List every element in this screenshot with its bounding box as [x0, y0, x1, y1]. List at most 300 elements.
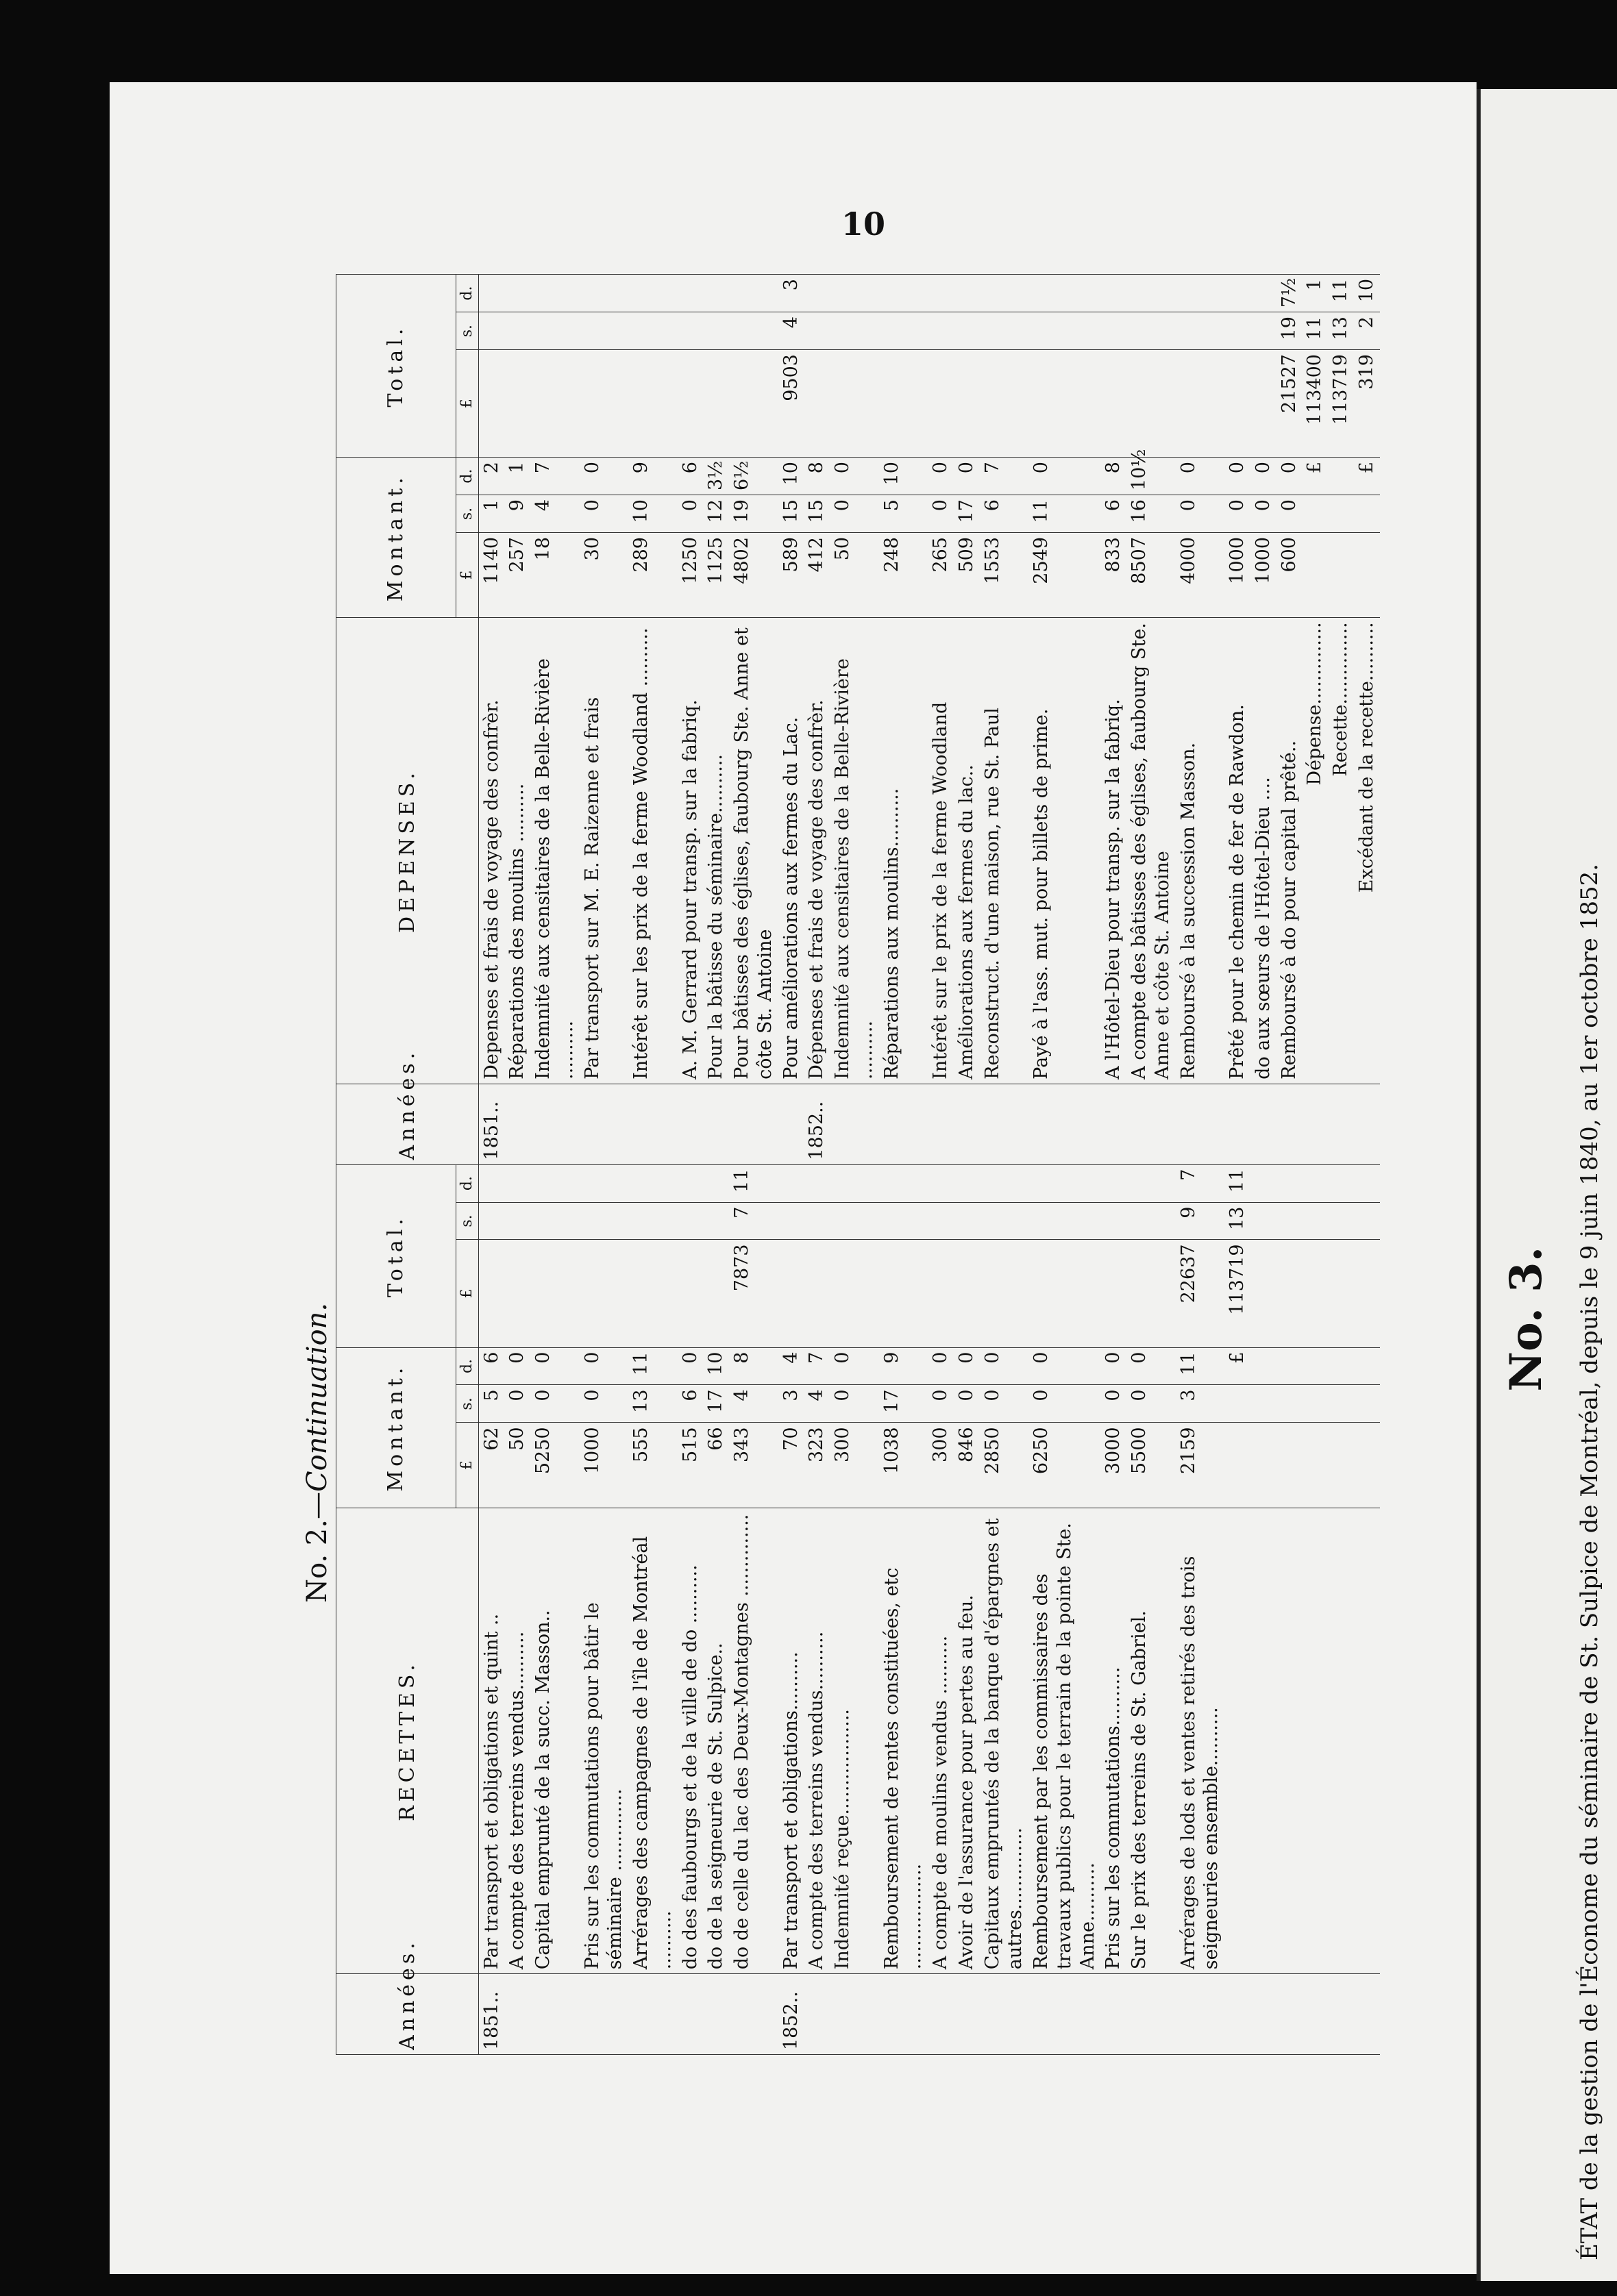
depenses-amount-pounds: 265: [928, 533, 954, 618]
ledger-row: [1276, 275, 1303, 2055]
depenses-year: [1354, 1084, 1380, 1164]
empty-cell: [1302, 1164, 1328, 1202]
ledger-row: [1328, 275, 1354, 2055]
depenses-total-pounds: 9503: [778, 350, 804, 458]
depenses-item: Prêté pour le chemin de fer de Rawdon.: [1224, 618, 1250, 1084]
recettes-montant-pounds: £: [456, 1423, 479, 1508]
depenses-amount-pounds: 289: [628, 533, 678, 618]
recettes-total-pence: [954, 1164, 980, 1202]
depenses-year: [729, 1084, 778, 1164]
recettes-amount-shillings: 0: [1028, 1385, 1100, 1423]
depenses-item: Intérêt sur le prix de la ferme Woodland: [928, 618, 954, 1084]
depenses-summary-shillings: 13: [1328, 312, 1354, 350]
recettes-item: Sur le prix des terreins de St. Gabriel.: [1126, 1508, 1176, 1974]
recettes-total-pounds: 22637: [1176, 1240, 1225, 1347]
recettes-amount-pounds: 62: [478, 1423, 504, 1508]
depenses-total-shillings: [1028, 312, 1100, 350]
depenses-total-pounds: [954, 350, 980, 458]
ledger-row: [954, 275, 980, 2055]
depenses-item: Par transport sur M. E. Raizenne et frais: [580, 618, 629, 1084]
depenses-amount-pounds: [1328, 533, 1354, 618]
recettes-year: 1852..: [778, 1974, 804, 2055]
recettes-total-shillings: [1028, 1202, 1100, 1240]
depenses-amount-shillings: [1328, 495, 1354, 533]
depenses-amount-pence: 0: [954, 458, 980, 495]
table-title-number: No. 2.—: [301, 1492, 333, 1603]
empty-cell: [1250, 1508, 1276, 1974]
recettes-item: Arrérages de lods et ventes retirés des trois seigneuries ensemble..........: [1176, 1508, 1225, 1974]
recettes-item: Arrérages des campagnes de l'île de Montréal ..........: [628, 1508, 678, 1974]
depenses-total-pounds: [804, 350, 830, 458]
depenses-amount-pence: 6½: [729, 458, 778, 495]
depenses-amount-shillings: 0: [928, 495, 954, 533]
depenses-total-pounds: [703, 350, 729, 458]
recettes-item: A compte des terreins vendus..........: [504, 1508, 530, 1974]
ledger-row: [778, 275, 804, 2055]
depenses-amount-shillings: 1: [478, 495, 504, 533]
depenses-total-pounds: [478, 350, 504, 458]
recettes-amount-shillings: 0: [980, 1385, 1029, 1423]
recettes-total-pounds: [1028, 1240, 1100, 1347]
recettes-amount-shillings: 5: [478, 1385, 504, 1423]
depenses-total-pence: [628, 275, 678, 312]
depenses-amount-pence: 3½: [703, 458, 729, 495]
recettes-year: [628, 1974, 678, 2055]
depenses-item: Remboursé à la succession Masson.: [1176, 618, 1225, 1084]
recettes-amount-pence: 0: [954, 1347, 980, 1385]
depenses-amount-pence: 10: [879, 458, 928, 495]
empty-cell: [1302, 1347, 1328, 1385]
ledger-table-wrap: [336, 274, 1425, 2055]
recettes-amount-shillings: 0: [928, 1385, 954, 1423]
depenses-amount-pounds: 4802: [729, 533, 778, 618]
depenses-total-shillings: [928, 312, 954, 350]
depenses-summary-mark: £: [1354, 458, 1380, 495]
depenses-total-pence: d.: [456, 275, 479, 312]
depenses-amount-shillings: 6: [980, 495, 1029, 533]
recettes-amount-pounds: 50: [504, 1423, 530, 1508]
depenses-amount-shillings: 6: [1100, 495, 1126, 533]
depenses-total-pounds: [580, 350, 629, 458]
depenses-amount-pounds: 1000: [1250, 533, 1276, 618]
depenses-amount-pence: 6: [678, 458, 704, 495]
recettes-year: [954, 1974, 980, 2055]
depenses-total-pounds: [1224, 350, 1250, 458]
depenses-amount-shillings: 0: [830, 495, 879, 533]
recettes-amount-pence: 0: [980, 1347, 1029, 1385]
depenses-amount-shillings: 16: [1126, 495, 1176, 533]
recettes-total-pence: [678, 1164, 704, 1202]
ledger-row: [729, 275, 778, 2055]
recettes-total-pence: [580, 1164, 629, 1202]
recettes-year: [980, 1974, 1029, 2055]
depenses-amount-shillings: 0: [678, 495, 704, 533]
recettes-grand-total-pence: 11: [1224, 1164, 1250, 1202]
depenses-total-pounds: [1028, 350, 1100, 458]
recettes-amount-pounds: 6250: [1028, 1423, 1100, 1508]
recettes-grand-total-mark: £: [1224, 1347, 1250, 1385]
recettes-amount-pounds: 300: [830, 1423, 879, 1508]
depenses-item: A. M. Gerrard pour transp. sur la fabriq.: [678, 618, 704, 1084]
recettes-amount-pence: 0: [580, 1347, 629, 1385]
recettes-amount-pence: 0: [678, 1347, 704, 1385]
depenses-amount-pounds: 1553: [980, 533, 1029, 618]
ledger-row: [1250, 275, 1276, 2055]
depenses-amount-pence: 10: [778, 458, 804, 495]
depenses-summary-pence: 10: [1354, 275, 1380, 312]
recettes-total-pounds: [530, 1240, 580, 1347]
depenses-total-shillings: [729, 312, 778, 350]
empty-cell: [1302, 1385, 1328, 1423]
depenses-amount-shillings: 10: [628, 495, 678, 533]
recettes-amount-shillings: 0: [830, 1385, 879, 1423]
recettes-amount-shillings: 13: [628, 1385, 678, 1423]
depenses-total-shillings: [879, 312, 928, 350]
recettes-amount-pounds: 1000: [580, 1423, 629, 1508]
recettes-amount-shillings: 0: [580, 1385, 629, 1423]
recettes-amount-shillings: 4: [729, 1385, 778, 1423]
recettes-total-pounds: [980, 1240, 1029, 1347]
depenses-total-shillings: [580, 312, 629, 350]
depenses-year: [954, 1084, 980, 1164]
ledger-row: [628, 275, 678, 2055]
depenses-year: [678, 1084, 704, 1164]
recettes-amount-pence: 9: [879, 1347, 928, 1385]
ledger-row: [1224, 275, 1250, 2055]
recettes-item: Capital emprunté de la succ. Masson..: [530, 1508, 580, 1974]
empty-cell: [1250, 1347, 1276, 1385]
recettes-total-shillings: s.: [456, 1202, 479, 1240]
depenses-amount-shillings: 12: [703, 495, 729, 533]
depenses-year: [830, 1084, 879, 1164]
recettes-montant-header: Montant.: [336, 1347, 456, 1508]
depenses-year: [504, 1084, 530, 1164]
depenses-total-pence: [1100, 275, 1126, 312]
recettes-amount-pence: 0: [1100, 1347, 1126, 1385]
recettes-total-pounds: [804, 1240, 830, 1347]
recettes-total-pence: [804, 1164, 830, 1202]
ledger-row: [504, 275, 530, 2055]
recettes-total-pounds: [1126, 1240, 1176, 1347]
empty-cell: [1302, 1974, 1328, 2055]
depenses-amount-pounds: [1354, 533, 1380, 618]
depenses-montant-shillings: s.: [456, 495, 479, 533]
ledger-row: [530, 275, 580, 2055]
recettes-item: do de celle du lac des Deux-Montagnes ..............: [729, 1508, 778, 1974]
empty-cell: [1354, 1240, 1380, 1347]
empty-cell: [1276, 1423, 1303, 1508]
empty-cell: [1354, 1974, 1380, 2055]
ledger-row: [580, 275, 629, 2055]
recettes-item: Par transport et obligations et quint ..: [478, 1508, 504, 1974]
depenses-total-pounds: [1176, 350, 1225, 458]
recettes-total-pence: [980, 1164, 1029, 1202]
recettes-item: Par transport et obligations..........: [778, 1508, 804, 1974]
recettes-amount-shillings: 4: [804, 1385, 830, 1423]
recettes-total-shillings: [678, 1202, 704, 1240]
recettes-total-shillings: [778, 1202, 804, 1240]
recettes-item: Remboursement par les commissaires des travaux publics pour le terrain de la pointe Ste. Anne..........: [1028, 1508, 1100, 1974]
depenses-year: [1276, 1084, 1303, 1164]
depenses-item: Indemnité aux censitaires de la Belle-Rivière ..........: [830, 618, 879, 1084]
recettes-amount-pounds: 323: [804, 1423, 830, 1508]
depenses-total-pounds: 21527: [1276, 350, 1303, 458]
empty-cell: [1328, 1423, 1354, 1508]
recettes-year: [1100, 1974, 1126, 2055]
depenses-summary-label: Excédant de la recette..........: [1354, 618, 1380, 1084]
depenses-amount-pence: 1: [504, 458, 530, 495]
recettes-year: [879, 1974, 928, 2055]
depenses-item: Réparations aux moulins..........: [879, 618, 928, 1084]
recettes-total-pounds: [678, 1240, 704, 1347]
recettes-total-pounds: [778, 1240, 804, 1347]
recettes-total-shillings: [1100, 1202, 1126, 1240]
ledger-row: [703, 275, 729, 2055]
recettes-amount-pounds: 300: [928, 1423, 954, 1508]
recettes-year: [580, 1974, 629, 2055]
empty-cell: [1302, 1508, 1328, 1974]
recettes-amount-pence: 0: [1126, 1347, 1176, 1385]
recettes-total-pounds: [478, 1240, 504, 1347]
recettes-total-pounds: £: [456, 1240, 479, 1347]
depenses-total-shillings: [954, 312, 980, 350]
recettes-amount-pounds: 3000: [1100, 1423, 1126, 1508]
depenses-amount-pence: 9: [628, 458, 678, 495]
depenses-amount-pence: 0: [1028, 458, 1100, 495]
depenses-amount-shillings: 11: [1028, 495, 1100, 533]
recettes-item: Avoir de l'assurance pour pertes au feu.: [954, 1508, 980, 1974]
depenses-annees-header: Années.: [336, 1084, 479, 1164]
depenses-total-pounds: [1126, 350, 1176, 458]
depenses-amount-shillings: 0: [1176, 495, 1225, 533]
recettes-total-shillings: [928, 1202, 954, 1240]
depenses-total-pounds: [879, 350, 928, 458]
empty-cell: [1276, 1508, 1303, 1974]
empty-cell: [1354, 1423, 1380, 1508]
recettes-amount-pounds: 555: [628, 1423, 678, 1508]
recettes-amount-pounds: 846: [954, 1423, 980, 1508]
depenses-total-pence: [530, 275, 580, 312]
depenses-total-shillings: 19: [1276, 312, 1303, 350]
depenses-summary-pence: 11: [1328, 275, 1354, 312]
depenses-summary-shillings: 11: [1302, 312, 1328, 350]
depenses-item: Intérêt sur les prix de la ferme Woodland ..........: [628, 618, 678, 1084]
recettes-total-pence: [1100, 1164, 1126, 1202]
empty-cell: [1328, 1240, 1354, 1347]
depenses-year: [628, 1084, 678, 1164]
recettes-total-shillings: [580, 1202, 629, 1240]
recettes-amount-shillings: 3: [778, 1385, 804, 1423]
depenses-year: [1224, 1084, 1250, 1164]
recettes-total-shillings: [504, 1202, 530, 1240]
empty-cell: [1354, 1508, 1380, 1974]
empty-cell: [1250, 1202, 1276, 1240]
depenses-amount-pounds: 8507: [1126, 533, 1176, 618]
depenses-total-pounds: [1100, 350, 1126, 458]
recettes-item: do de la seigneurie de St. Sulpice..: [703, 1508, 729, 1974]
depenses-amount-pence: 0: [580, 458, 629, 495]
depenses-year: 1852..: [804, 1084, 830, 1164]
depenses-total-pounds: [504, 350, 530, 458]
ledger-body: [478, 275, 1380, 2055]
depenses-amount-shillings: 0: [1224, 495, 1250, 533]
recettes-total-shillings: 7: [729, 1202, 778, 1240]
depenses-year: [1100, 1084, 1126, 1164]
depenses-total-pence: [1250, 275, 1276, 312]
recettes-item: A compte de moulins vendus ..........: [928, 1508, 954, 1974]
depenses-amount-pounds: [1302, 533, 1328, 618]
depenses-amount-pounds: 600: [1276, 533, 1303, 618]
recettes-total-pence: [879, 1164, 928, 1202]
recettes-amount-pounds: 66: [703, 1423, 729, 1508]
recettes-grand-total-shillings: 13: [1224, 1202, 1250, 1240]
depenses-total-pence: [879, 275, 928, 312]
empty-cell: [1276, 1164, 1303, 1202]
depenses-amount-pence: 7: [530, 458, 580, 495]
depenses-summary-mark: £: [1302, 458, 1328, 495]
depenses-amount-shillings: 19: [729, 495, 778, 533]
depenses-total-pence: 3: [778, 275, 804, 312]
depenses-total-shillings: [1126, 312, 1176, 350]
depenses-total-shillings: [478, 312, 504, 350]
recettes-amount-pence: 6: [478, 1347, 504, 1385]
ledger-row: [1302, 275, 1328, 2055]
recettes-montant-shillings: s.: [456, 1385, 479, 1423]
depenses-year: [703, 1084, 729, 1164]
depenses-amount-shillings: 5: [879, 495, 928, 533]
recettes-amount-pounds: 5500: [1126, 1423, 1176, 1508]
recettes-amount-shillings: 0: [1100, 1385, 1126, 1423]
recettes-total-pounds: [830, 1240, 879, 1347]
ledger-row: [1176, 275, 1225, 2055]
recettes-amount-pence: 0: [830, 1347, 879, 1385]
depenses-amount-pence: 0: [1276, 458, 1303, 495]
depenses-item: A l'Hôtel-Dieu pour transp. sur la fabriq.: [1100, 618, 1126, 1084]
empty-cell: [1328, 1347, 1354, 1385]
recettes-year: [1224, 1974, 1250, 2055]
recettes-item: [1224, 1508, 1250, 1974]
recettes-total-shillings: [530, 1202, 580, 1240]
recettes-total-pounds: [879, 1240, 928, 1347]
depenses-amount-pence: 2: [478, 458, 504, 495]
recettes-total-pence: [1126, 1164, 1176, 1202]
empty-cell: [1250, 1385, 1276, 1423]
recettes-amount-pounds: 1038: [879, 1423, 928, 1508]
depenses-amount-pounds: 18: [530, 533, 580, 618]
recettes-total-pence: [703, 1164, 729, 1202]
depenses-item: Remboursé à do pour capital prêté..: [1276, 618, 1303, 1084]
recettes-total-shillings: [628, 1202, 678, 1240]
recettes-total-shillings: [980, 1202, 1029, 1240]
recettes-year: [830, 1974, 879, 2055]
depenses-year: [530, 1084, 580, 1164]
recettes-amount-pounds: 515: [678, 1423, 704, 1508]
depenses-montant-pence: d.: [456, 458, 479, 495]
empty-cell: [1302, 1202, 1328, 1240]
depenses-total-shillings: [703, 312, 729, 350]
recettes-total-pounds: 7873: [729, 1240, 778, 1347]
ledger-row: [879, 275, 928, 2055]
empty-cell: [1354, 1164, 1380, 1202]
depenses-total-pence: 7½: [1276, 275, 1303, 312]
recettes-amount-pounds: 2159: [1176, 1423, 1225, 1508]
depenses-summary-shillings: 2: [1354, 312, 1380, 350]
recettes-total-pounds: [580, 1240, 629, 1347]
depenses-amount-shillings: 4: [530, 495, 580, 533]
depenses-amount-pounds: 1125: [703, 533, 729, 618]
depenses-amount-shillings: [1302, 495, 1328, 533]
recettes-amount-shillings: 6: [678, 1385, 704, 1423]
recettes-total-pence: [928, 1164, 954, 1202]
recettes-total-pence: [628, 1164, 678, 1202]
table-title-continuation: Continuation.: [301, 1302, 333, 1493]
recettes-amount-pence: 8: [729, 1347, 778, 1385]
recettes-amount-pence: 4: [778, 1347, 804, 1385]
recettes-amount-shillings: 17: [879, 1385, 928, 1423]
ledger-row: [678, 275, 704, 2055]
depenses-total-pounds: [628, 350, 678, 458]
recettes-total-shillings: [804, 1202, 830, 1240]
depenses-item: Dépenses et frais de voyage des confrèr.: [804, 618, 830, 1084]
depenses-amount-pence: 0: [1250, 458, 1276, 495]
recettes-amount-pounds: [1224, 1423, 1250, 1508]
depenses-total-shillings: [830, 312, 879, 350]
depenses-year: [580, 1084, 629, 1164]
depenses-total-pence: [1126, 275, 1176, 312]
empty-cell: [1276, 1240, 1303, 1347]
depenses-summary-pounds: 113719: [1328, 350, 1354, 458]
depenses-total-shillings: [1250, 312, 1276, 350]
recettes-total-shillings: [830, 1202, 879, 1240]
depenses-total-pence: [1028, 275, 1100, 312]
recettes-year: [1176, 1974, 1225, 2055]
recettes-total-pounds: [954, 1240, 980, 1347]
ledger-row: [980, 275, 1029, 2055]
depenses-total-pounds: [830, 350, 879, 458]
depenses-summary-mark: [1328, 458, 1354, 495]
depenses-year: [1250, 1084, 1276, 1164]
recettes-total-shillings: [703, 1202, 729, 1240]
depenses-total-shillings: [628, 312, 678, 350]
recettes-total-pounds: [504, 1240, 530, 1347]
recettes-total-pounds: [1100, 1240, 1126, 1347]
empty-cell: [1328, 1508, 1354, 1974]
depenses-total-pence: [830, 275, 879, 312]
recettes-amount-pence: 0: [928, 1347, 954, 1385]
depenses-summary-pounds: 319: [1354, 350, 1380, 458]
recettes-annees-header: Années.: [336, 1974, 479, 2055]
recettes-total-shillings: [1126, 1202, 1176, 1240]
recettes-amount-shillings: [1224, 1385, 1250, 1423]
depenses-total-pence: [980, 275, 1029, 312]
empty-cell: [1328, 1974, 1354, 2055]
recettes-amount-shillings: 0: [530, 1385, 580, 1423]
recettes-amount-pounds: 70: [778, 1423, 804, 1508]
recettes-total-pence: 11: [729, 1164, 778, 1202]
depenses-amount-shillings: 15: [778, 495, 804, 533]
next-section-intro: ÉTAT de la gestion de l'Économe du séminaire de St. Sulpice de Montréal, depuis le 9 juin 1840, au 1er octobre 1852.: [1576, 863, 1603, 2260]
depenses-total-pence: [954, 275, 980, 312]
empty-cell: [1328, 1164, 1354, 1202]
depenses-amount-pounds: 1250: [678, 533, 704, 618]
recettes-total-pence: [778, 1164, 804, 1202]
depenses-total-shillings: [530, 312, 580, 350]
recettes-year: [678, 1974, 704, 2055]
depenses-total-shillings: [678, 312, 704, 350]
depenses-total-pence: [1176, 275, 1225, 312]
recettes-amount-pence: 0: [1028, 1347, 1100, 1385]
depenses-amount-shillings: 17: [954, 495, 980, 533]
